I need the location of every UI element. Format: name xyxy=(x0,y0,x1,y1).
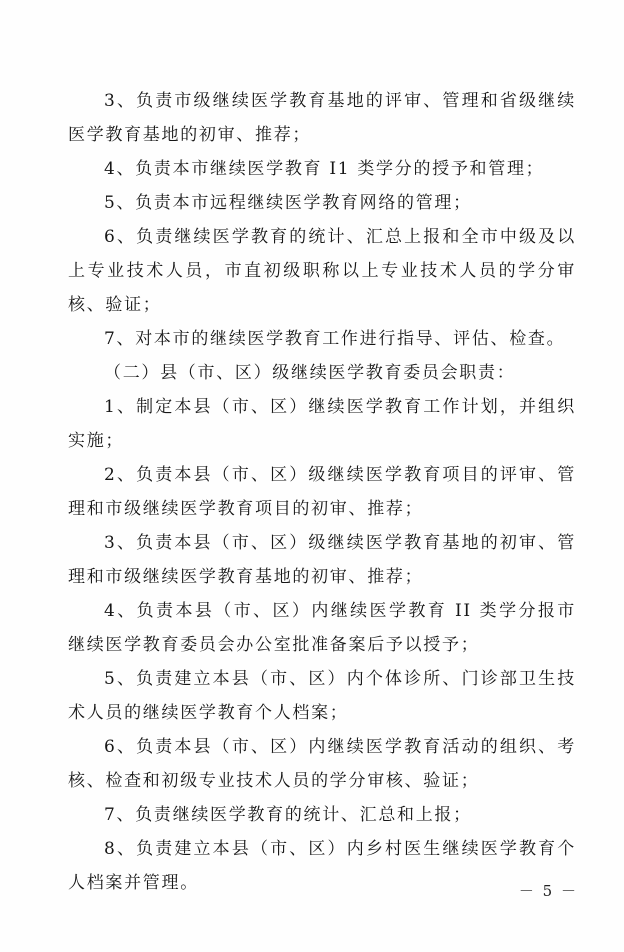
paragraph-county-item-8: 8、负责建立本县（市、区）内乡村医生继续医学教育个人档案并管理。 xyxy=(68,839,576,893)
paragraph-county-item-3: 3、负责本县（市、区）级继续医学教育基地的初审、管理和市级继续医学教育基地的初审、推荐； xyxy=(68,533,576,587)
document-body xyxy=(68,84,576,900)
paragraph-item-3-municipal-base: 3、负责市级继续医学教育基地的评审、管理和省级继续医学教育基地的初审、推荐； xyxy=(68,91,576,145)
page-number: － 5 － xyxy=(518,882,578,900)
paragraph-item-5-remote-network: 5、负责本市远程继续医学教育网络的管理； xyxy=(104,193,472,213)
paragraph-county-item-2: 2、负责本县（市、区）级继续医学教育项目的评审、管理和市级继续医学教育项目的初审、推荐； xyxy=(68,465,576,519)
paragraph-item-6-statistics: 6、负责继续医学教育的统计、汇总上报和全市中级及以上专业技术人员，市直初级职称以上专业技术人员的学分审核、验证； xyxy=(68,227,576,315)
paragraph-county-item-6: 6、负责本县（市、区）内继续医学教育活动的组织、考核、检查和初级专业技术人员的学分审核、验证； xyxy=(68,737,576,791)
paragraph-county-item-5: 5、负责建立本县（市、区）内个体诊所、门诊部卫生技术人员的继续医学教育个人档案； xyxy=(68,669,576,723)
section-heading-county-committee: （二）县（市、区）级继续医学教育委员会职责： xyxy=(104,363,516,383)
paragraph-county-item-7: 7、负责继续医学教育的统计、汇总和上报； xyxy=(104,805,472,825)
paragraph-county-item-1: 1、制定本县（市、区）继续医学教育工作计划，并组织实施； xyxy=(68,397,576,451)
paragraph-item-7-guidance: 7、对本市的继续医学教育工作进行指导、评估、检查。 xyxy=(104,329,566,349)
paragraph-county-item-4: 4、负责本县（市、区）内继续医学教育 II 类学分报市继续医学教育委员会办公室批准备案后予以授予； xyxy=(68,601,576,655)
paragraph-item-4-credit-i: 4、负责本市继续医学教育 I1 类学分的授予和管理； xyxy=(104,159,545,179)
